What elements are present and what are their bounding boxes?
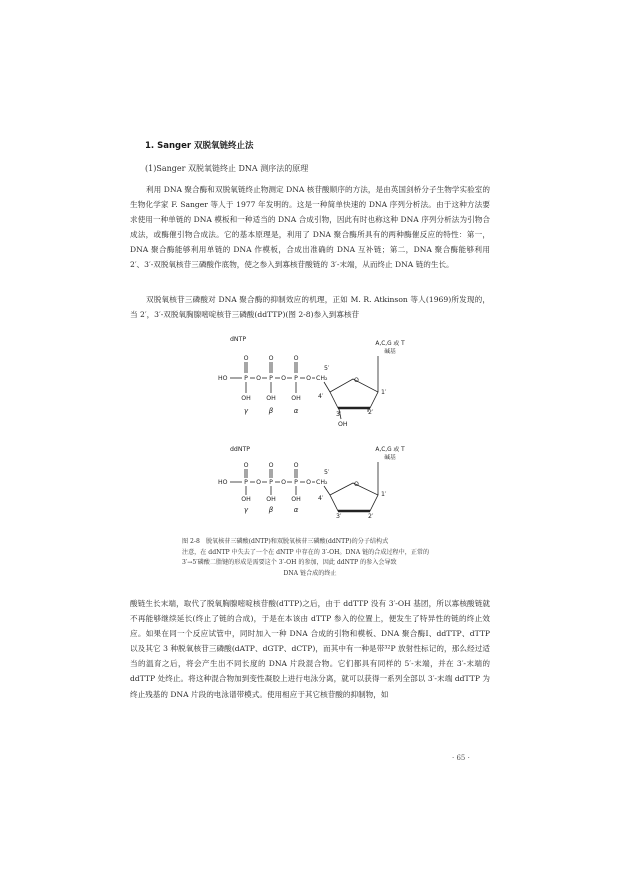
ddntp-alpha: α (293, 506, 299, 514)
ddntp-base-label-2: 碱基 (384, 455, 396, 461)
dntp-oh-alpha: OH (291, 395, 301, 402)
dntp-ho: HO (218, 375, 228, 382)
ddntp-p-alpha: P (294, 479, 298, 486)
dntp-bridge-o3: O (306, 375, 311, 382)
dntp-pos-2: 2′ (368, 409, 374, 416)
dntp-base-label-2: 碱基 (384, 349, 396, 355)
paragraph-termination: 酸链生长末端，取代了脱氧胸腺嘧啶核苷酸(dTTP)之后，由于 ddTTP 没有 3′-OH 基团，所以寡核酸链就不再能够继续延长(终止了链的合成)，于是在本该由 dTTP 参入的位置上，便发生了特异性的链的终止效应。如果在同一个反应试管中，同时加入一种 DNA 合成的引物和模板、DNA 聚合酶Ⅰ、ddTTP、dTTP 以及其它 3 种脱氧核苷三磷酸(dATP、dGTP、dCTP)，而其中有一种是带³²P 放射性标记的，那么经过适当的温育之后，将会产生出不同长度的 DNA 片段混合物。它们都具有同样的 5′-末端，并在 3′-末端的 ddTTP 处终止。将这种混合物加到变性凝胶上进行电泳分离，就可以获得一系列全部以 3′-末端 ddTTP 为终止残基的 DNA 片段的电泳谱带模式。使用相应于其它核苷酸的抑制物，如 (130, 599, 490, 699)
dntp-o-beta: O (268, 355, 274, 362)
ddntp-bridge-o1: O (256, 479, 261, 486)
dntp-o-gamma: O (243, 355, 249, 362)
paragraph-mechanism: 双脱氧核苷三磷酸对 DNA 聚合酶的抑制效应的机理，正如 M. R. Atkinson 等人(1969)所发现的，当 2′，3′-双脱氧胸腺嘧啶核苷三磷酸(ddTTP)(图 2-8)参入到寡核苷 (130, 295, 490, 320)
figure-caption (182, 537, 438, 579)
ddntp-o-beta: O (268, 462, 274, 469)
ddntp-pos-4: 4′ (318, 495, 324, 502)
dntp-pos-4: 4′ (318, 393, 324, 400)
ddntp-pos-1: 1′ (381, 491, 387, 498)
dntp-3-oh: OH (338, 421, 348, 428)
dntp-pos-3: 3′ (336, 411, 342, 418)
dntp-beta: β (268, 407, 274, 415)
dntp-ch2: CH₂ (316, 375, 328, 382)
dntp-bond (324, 382, 330, 392)
dntp-bridge-o2: O (281, 375, 286, 382)
caption-last-line: DNA 链合成的终止 (283, 569, 337, 577)
ddntp-label: ddNTP (230, 446, 250, 453)
figure-2-8 (200, 334, 430, 534)
ddntp-p-beta: P (269, 479, 273, 486)
dntp-pos-1: 1′ (381, 389, 387, 396)
dntp-base-label: A,C,G 或 T (375, 341, 405, 347)
ddntp-oh-beta: OH (266, 496, 276, 503)
dntp-p-gamma: P (244, 375, 248, 382)
dntp-p-alpha: P (294, 375, 298, 382)
ddntp-o-alpha: O (293, 462, 299, 469)
caption-title: 图 2-8 脱氧核苷三磷酸(dNTP)和双脱氧核苷三磷酸(ddNTP)的分子结构式 (182, 538, 389, 545)
subsection-heading: (1)Sanger 双脱氧链终止 DNA 测序法的原理 (145, 164, 309, 173)
ddntp-beta: β (268, 506, 274, 514)
ddntp-base-label: A,C,G 或 T (375, 447, 405, 453)
dntp-gamma: γ (243, 407, 249, 415)
ddntp-ring-o: O (354, 481, 359, 488)
ddntp-p-gamma: P (244, 479, 248, 486)
ddntp-pos-2: 2′ (368, 513, 374, 520)
ddntp-ch2: CH₂ (316, 479, 328, 486)
ddntp-oh-alpha: OH (291, 496, 301, 503)
dntp-label: dNTP (230, 336, 247, 343)
ddntp-pos-5: 5′ (324, 469, 330, 476)
dntp-ring-o: O (354, 377, 359, 384)
ddntp-oh-gamma: OH (241, 496, 251, 503)
caption-note: 注意，在 ddNTP 中失去了一个在 dNTP 中存在的 3′-OH。DNA 链的合成过程中，正常的 3′→5′磷酸二脂键的形成是需要这个 3′-OH 的参加，因此 ddNTP 的参入会导致 (182, 548, 430, 566)
dntp-oh-gamma: OH (241, 395, 251, 402)
ddntp-o-gamma: O (243, 462, 249, 469)
dntp-pos-5: 5′ (324, 365, 330, 372)
ddntp-ho: HO (218, 479, 228, 486)
ddntp-gamma: γ (243, 506, 249, 514)
ddntp-pos-3: 3′ (336, 513, 342, 520)
dntp-o-alpha: O (293, 355, 299, 362)
section-heading: 1. Sanger 双脱氧链终止法 (145, 141, 254, 151)
ddntp-bridge-o2: O (281, 479, 286, 486)
page-number: · 65 · (452, 754, 470, 762)
dntp-bridge-o1: O (256, 375, 261, 382)
dntp-p-beta: P (269, 375, 273, 382)
ddntp-bond (324, 486, 330, 495)
dntp-ddntp-structure-diagram (200, 334, 430, 534)
dntp-oh-beta: OH (266, 395, 276, 402)
ddntp-bridge-o3: O (306, 479, 311, 486)
paragraph-principle: 利用 DNA 聚合酶和双脱氧链终止物测定 DNA 核苷酸顺序的方法，是由英国剑桥分子生物学实验室的生物化学家 F. Sanger 等人于 1977 年发明的。这是一种简单快速的 DNA 序列分析法。由于这种方法要求使用一种单链的 DNA 模板和一种适当的 DNA 合成引物，因此有时也称这种 DNA 序列分析法为引物合成法，或酶催引物合成法。它的基本原理是，利用了 DNA 聚合酶所具有的两种酶催反应的特性：第一，DNA 聚合酶能够利用单链的 DNA 作模板，合成出准确的 DNA 互补链；第二，DNA 聚合酶能够利用 2′、3′-双脱氧核苷三磷酸作底物，使之参入到寡核苷酸链的 3′-末端，从而终止 DNA 链的生长。 (130, 185, 490, 270)
dntp-alpha: α (293, 407, 299, 415)
